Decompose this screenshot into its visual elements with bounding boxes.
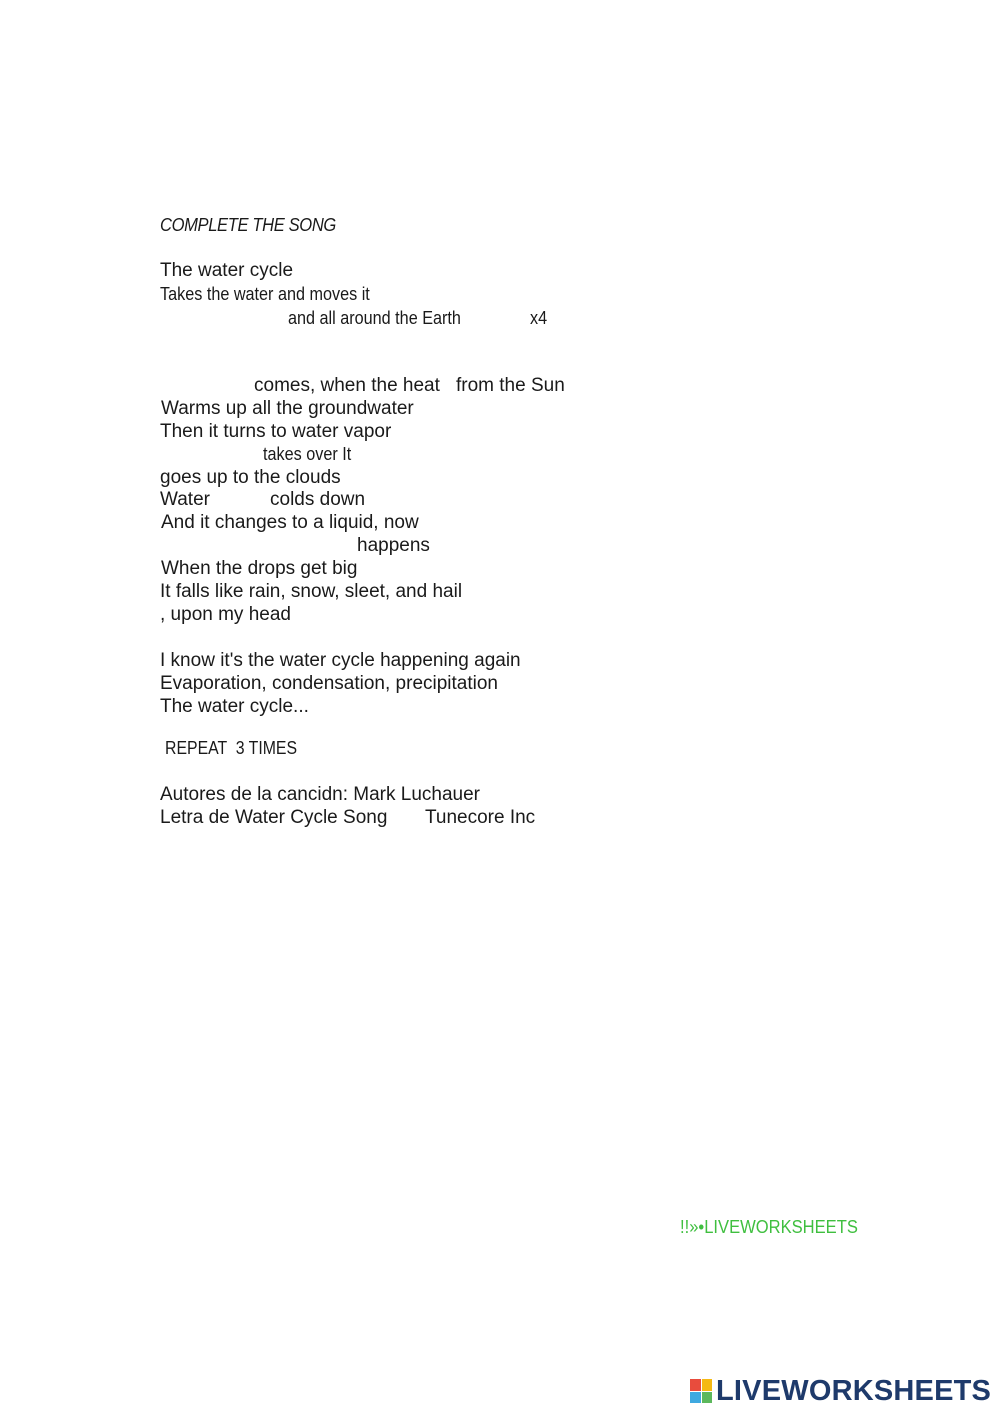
song-line: from the Sun bbox=[456, 375, 565, 396]
song-line: Warms up all the groundwater bbox=[161, 398, 414, 419]
song-line: goes up to the clouds bbox=[160, 467, 341, 488]
song-line: Takes the water and moves it bbox=[160, 284, 370, 304]
song-line: and all around the Earth bbox=[288, 308, 461, 328]
liveworksheets-brand[interactable] bbox=[690, 1376, 991, 1406]
song-line: comes, when the heat bbox=[254, 375, 440, 396]
worksheet-heading: COMPLETE THE SONG bbox=[160, 215, 336, 235]
credits-lyrics: Letra de Water Cycle Song bbox=[160, 807, 388, 828]
song-line: colds down bbox=[270, 489, 366, 510]
song-line: When the drops get big bbox=[161, 558, 358, 579]
song-line: Then it turns to water vapor bbox=[160, 421, 392, 442]
liveworksheets-logo-icon bbox=[690, 1379, 712, 1403]
song-line: The water cycle bbox=[160, 260, 294, 281]
credits-authors: Autores de la cancidn: Mark Luchauer bbox=[160, 784, 481, 805]
credits-publisher: Tunecore Inc bbox=[425, 807, 536, 828]
song-line: It falls like rain, snow, sleet, and hail bbox=[160, 581, 463, 602]
song-line: takes over It bbox=[263, 444, 352, 464]
song-line: happens bbox=[357, 535, 430, 556]
repeat-instruction: REPEAT 3 TIMES bbox=[165, 738, 298, 758]
song-line: I know it's the water cycle happening again bbox=[160, 650, 521, 671]
watermark-text: !!»•LIVEWORKSHEETS bbox=[680, 1217, 858, 1237]
song-line: , upon my head bbox=[160, 604, 291, 625]
song-line: And it changes to a liquid, now bbox=[161, 512, 419, 533]
song-line: The water cycle... bbox=[160, 696, 309, 717]
brand-name: LIVEWORKSHEETS bbox=[716, 1374, 992, 1407]
song-line-suffix: x4 bbox=[530, 308, 548, 328]
song-line: Evaporation, condensation, precipitation bbox=[160, 673, 499, 694]
song-line: Water bbox=[160, 489, 210, 510]
